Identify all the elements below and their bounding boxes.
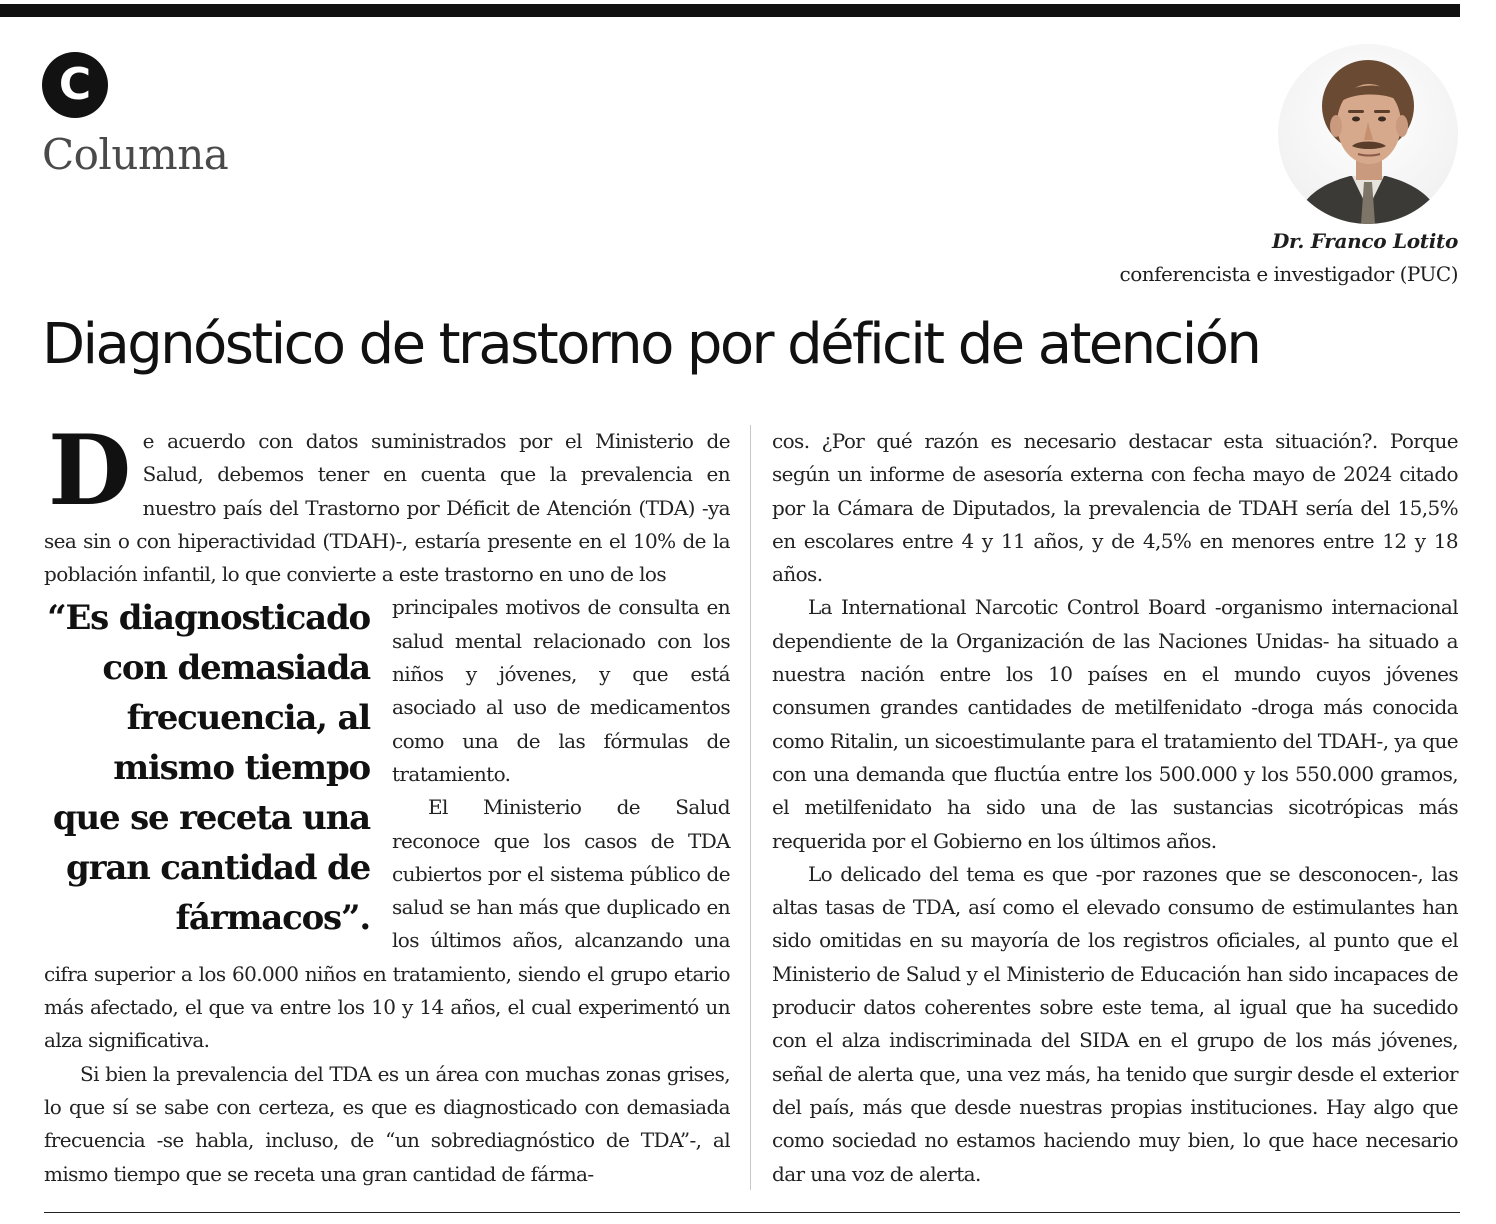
paragraph-3: Si bien la prevalencia del TDA es un área con muchas zonas grises, lo que sí se sabe con certeza, es que es diagnosticado con demasiada frecuencia -se habla, incluso, de “un sobrediagnóstico de TDA”-, al mismo tiempo que se receta una gran cantidad de fárma- (44, 1061, 730, 1186)
author-name: Dr. Franco Lotito (1271, 229, 1458, 253)
drop-cap: D (48, 414, 131, 527)
article-column-2 (772, 425, 1458, 1191)
author-portrait-image (1278, 44, 1458, 224)
paragraph-1-lead (44, 414, 730, 591)
top-rule (0, 4, 1460, 17)
paragraph-1-lead-text: e acuerdo con datos suministrados por el Ministerio de Salud, debemos tener en cuenta que la prevalencia en nuestro país del Trastorno por Déficit de Atención (TDA) -ya sea sin o con hiperactividad (TDAH)-, estaría presente en el 10% de la población infantil, lo que convierte a este trastorno en uno de los (44, 429, 730, 587)
paragraph-5: La International Narcotic Control Board -organismo internacional dependiente de la Organización de las Naciones Unidas- ha situado a nuestra nación entre los 10 países en el mundo cuyos jóvenes consumen grandes cantidades de metilfenidato -droga más conocida como Ritalin, un sicoestimulante para el tratamiento del TDAH-, ya que con una demanda que fluctúa entre los 500.000 y los 550.000 gramos, el metilfenidato ha sido una de las sustancias sicotrópicas más requerida por el Gobierno en los últimos años. (772, 595, 1458, 853)
column-divider (750, 425, 751, 1190)
column-badge-icon (42, 52, 108, 118)
paragraph-2: El Ministerio de Salud reconoce que los casos de TDA cubiertos por el sistema público de salud se han más que duplicado en los últimos años, alcanzando una cifra superior a los 60.000 niños en tratamiento, siendo el grupo etario más afectado, el que va entre los 10 y 14 años, el cual experimentó un alza significativa. (44, 795, 730, 1053)
paragraph-1-rest: principales motivos de consulta en salud mental relacionado con los niños y jóvenes, y que está asociado al uso de medicamentos como una de las fórmulas de tratamiento. (392, 595, 730, 786)
paragraph-4: cos. ¿Por qué razón es necesario destacar esta situación?. Porque según un informe de asesoría externa con fecha mayo de 2024 citado por la Cámara de Diputados, la prevalencia de TDAH sería del 15,5% en escolares entre 4 y 11 años, y de 4,5% en menores entre 12 y 18 años. (772, 429, 1458, 587)
article-column-1 (44, 414, 730, 1191)
paragraph-6: Lo delicado del tema es que -por razones que se desconocen-, las altas tasas de TDA, así como el elevado consumo de estimulantes han sido omitidas en su mayoría de los registros oficiales, al punto que el Ministerio de Salud y el Ministerio de Educación han sido incapaces de producir datos coherentes sobre este tema, al igual que ha sucedido con el alza indiscriminada del SIDA en el grupo de los más jóvenes, señal de alerta que, una vez más, ha tenido que surgir desde el exterior del país, más que desde nuestras propias instituciones. Hay algo que como sociedad no estamos haciendo muy bien, lo que hace necesario dar una voz de alerta. (772, 861, 1458, 1186)
article-headline: Diagnóstico de trastorno por déficit de atención (42, 312, 1260, 377)
author-portrait (1278, 44, 1458, 224)
badge-letter: C (58, 59, 92, 110)
pull-quote: “Es diagnosticado con demasiada frecuencia, al mismo tiempo que se receta una gran cantidad de fármacos”. (47, 598, 370, 939)
author-role: conferencista e investigador (PUC) (1119, 262, 1458, 286)
bottom-rule (44, 1212, 1460, 1213)
section-label: Columna (42, 130, 229, 179)
